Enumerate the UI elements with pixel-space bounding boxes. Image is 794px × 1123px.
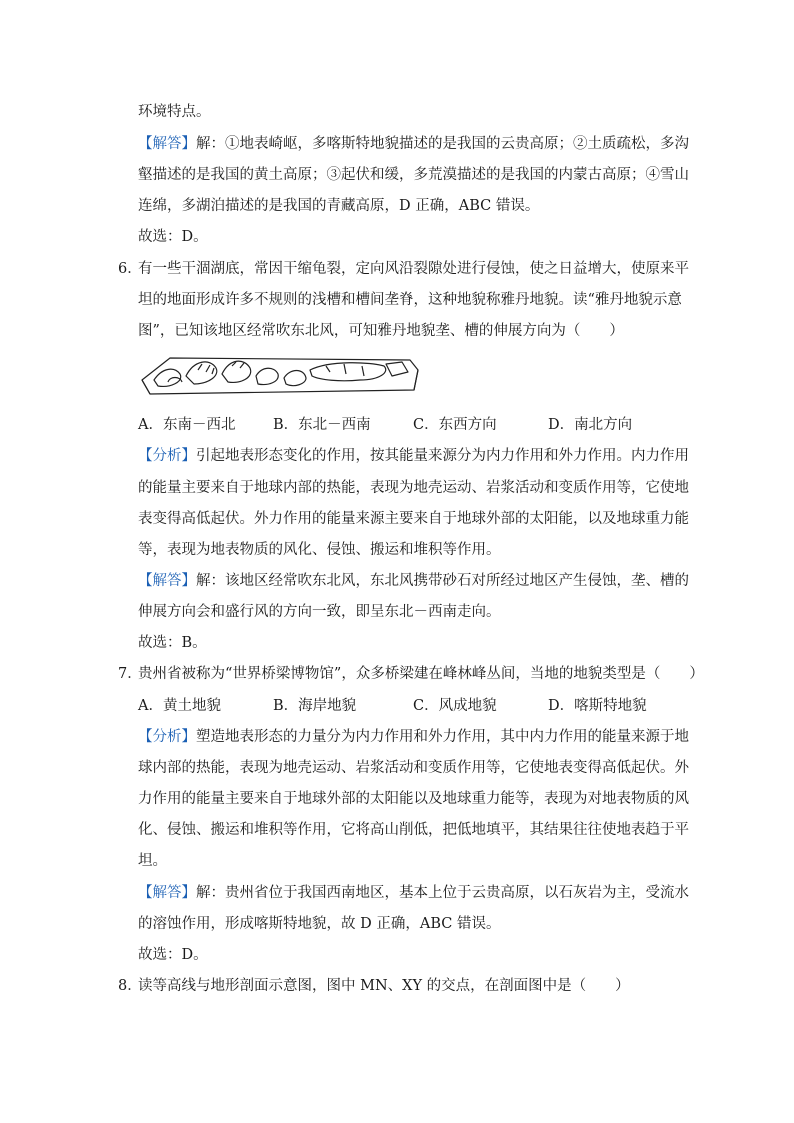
answer-tag: 【解答】	[138, 573, 196, 589]
q6-stem-line: 坦的地面形成许多不规则的浅槽和槽间垄脊，这种地貌称雅丹地貌。读“雅丹地貌示意	[138, 292, 682, 308]
q6-option-c: C．东西方向	[413, 417, 497, 433]
q6-analysis-line	[138, 446, 689, 466]
q7-option-a: A．黄土地貌	[138, 698, 221, 714]
analysis-text: 塑造地表形态的力量分为内力作用和外力作用，其中内力作用的能量来源于地	[196, 729, 689, 745]
answer-text: 解：该地区经常吹东北风，东北风携带砂石对所经过地区产生侵蚀，垄、槽的	[196, 573, 689, 589]
q5-answer-line	[138, 134, 689, 154]
q5-answer-line: 壑描述的是我国的黄土高原；③起伏和缓，多荒漠描述的是我国的内蒙古高原；④雪山	[138, 167, 689, 183]
q6-option-a: A．东南－西北	[138, 417, 236, 433]
q7-option-b: B．海岸地貌	[273, 698, 357, 714]
q7-analysis-line: 坦。	[138, 853, 167, 869]
q6-number: 6．	[118, 261, 142, 277]
q6-answer-line	[138, 571, 689, 591]
q7-choice: 故选：D。	[138, 947, 208, 963]
q7-stem: 贵州省被称为“世界桥梁博物馆”，众多桥梁建在峰林峰丛间，当地的地貌类型是（ ）	[138, 666, 704, 682]
analysis-tag: 【分析】	[138, 448, 196, 464]
q8-number: 8．	[118, 978, 142, 994]
q7-answer-line	[138, 883, 689, 903]
q5-text-line: 环境特点。	[138, 104, 211, 120]
q7-analysis-line: 球内部的热能，表现为地壳运动、岩浆活动和变质作用等，它使地表变得高低起伏。外	[138, 760, 689, 776]
q6-analysis-line: 等，表现为地表物质的风化、侵蚀、搬运和堆积等作用。	[138, 542, 501, 558]
q6-analysis-line: 的能量主要来自于地球内部的热能，表现为地壳运动、岩浆活动和变质作用等，它使地	[138, 480, 689, 496]
q6-analysis-line: 表变得高低起伏。外力作用的能量来源主要来自于地球外部的太阳能，以及地球重力能	[138, 511, 689, 527]
answer-text: 解：①地表崎岖，多喀斯特地貌描述的是我国的云贵高原；②土质疏松，多沟	[196, 136, 689, 152]
q5-answer-line: 连绵，多湖泊描述的是我国的青藏高原，D 正确，ABC 错误。	[138, 198, 540, 214]
analysis-tag: 【分析】	[138, 729, 196, 745]
q6-answer-line: 伸展方向会和盛行风的方向一致，即呈东北－西南走向。	[138, 604, 501, 620]
ridge-6	[310, 363, 386, 381]
q6-option-b: B．东北－西南	[273, 417, 371, 433]
q6-stem-line: 图”，已知该地区经常吹东北风，可知雅丹地貌垄、槽的伸展方向为（ ）	[138, 323, 624, 339]
q7-analysis-line	[138, 727, 689, 747]
q7-number: 7．	[118, 666, 142, 682]
q7-option-c: C．风成地貌	[413, 698, 497, 714]
answer-tag: 【解答】	[138, 136, 196, 152]
answer-tag: 【解答】	[138, 885, 196, 901]
q7-option-d: D．喀斯特地貌	[548, 698, 647, 714]
q5-choice: 故选：D。	[138, 229, 208, 245]
q7-answer-line: 的溶蚀作用，形成喀斯特地貌，故 D 正确，ABC 错误。	[138, 916, 501, 932]
q6-stem-line: 有一些干涸湖底，常因干缩龟裂，定向风沿裂隙处进行侵蚀，使之日益增大，使原来平	[138, 261, 689, 277]
analysis-text: 引起地表形态变化的作用，按其能量来源分为内力作用和外力作用。内力作用	[196, 448, 689, 464]
q6-option-d: D．南北方向	[548, 417, 633, 433]
yardang-landform-figure	[140, 350, 420, 400]
answer-text: 解：贵州省位于我国西南地区，基本上位于云贵高原，以石灰岩为主，受流水	[196, 885, 689, 901]
q6-choice: 故选：B。	[138, 635, 207, 651]
q8-stem: 读等高线与地形剖面示意图，图中 MN、XY 的交点，在剖面图中是（ ）	[138, 978, 630, 994]
q7-analysis-line: 力作用的能量主要来自于地球外部的太阳能以及地球重力能等，表现为对地表物质的风	[138, 791, 689, 807]
q7-analysis-line: 化、侵蚀、搬运和堆积等作用，它将高山削低，把低地填平，其结果往往使地表趋于平	[138, 822, 689, 838]
